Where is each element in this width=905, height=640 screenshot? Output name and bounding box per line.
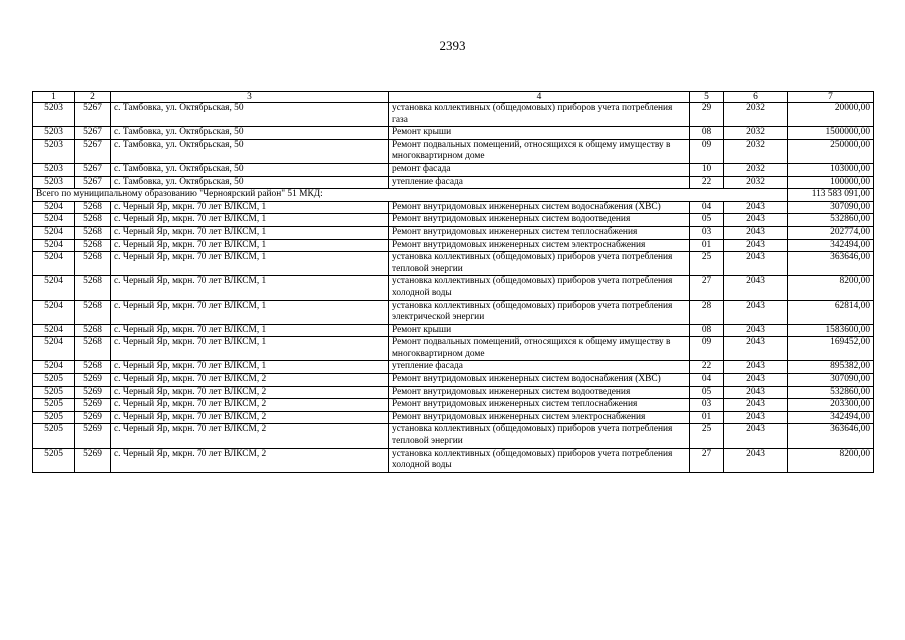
- table-cell: 2032: [724, 163, 788, 176]
- table-cell: 2032: [724, 103, 788, 127]
- table-cell: 2032: [724, 176, 788, 189]
- table-cell: с. Черный Яр, мкрн. 70 лет ВЛКСМ, 1: [111, 337, 389, 361]
- table-cell: 363646,00: [788, 252, 874, 276]
- table-cell: утепление фасада: [389, 361, 690, 374]
- table-cell: установка коллективных (общедомовых) приборов учета потребления холодной воды: [389, 276, 690, 300]
- table-cell: 28: [690, 300, 724, 324]
- table-cell: 5204: [33, 252, 75, 276]
- table-cell: установка коллективных (общедомовых) приборов учета потребления тепловой энергии: [389, 424, 690, 448]
- table-cell: Ремонт подвальных помещений, относящихся к общему имуществу в многоквартирном доме: [389, 337, 690, 361]
- table-cell: 5204: [33, 324, 75, 337]
- table-cell: Ремонт внутридомовых инженерных систем водоотведения: [389, 386, 690, 399]
- table-cell: 895382,00: [788, 361, 874, 374]
- table-row: [33, 448, 874, 472]
- table-cell: 2043: [724, 361, 788, 374]
- table-cell: 250000,00: [788, 139, 874, 163]
- table-cell: 5268: [75, 252, 111, 276]
- table-cell: с. Черный Яр, мкрн. 70 лет ВЛКСМ, 2: [111, 374, 389, 387]
- table-cell: с. Черный Яр, мкрн. 70 лет ВЛКСМ, 1: [111, 201, 389, 214]
- table-cell: 5203: [33, 127, 75, 140]
- table-cell: 5205: [33, 411, 75, 424]
- table-row: [33, 276, 874, 300]
- table-cell: 04: [690, 374, 724, 387]
- total-label: Всего по муниципальному образованию "Черноярский район" 51 МКД:: [33, 189, 788, 202]
- table-cell: 103000,00: [788, 163, 874, 176]
- table-cell: 342494,00: [788, 411, 874, 424]
- table-cell: 5267: [75, 103, 111, 127]
- table-cell: 09: [690, 139, 724, 163]
- table-cell: 5269: [75, 448, 111, 472]
- table-cell: 22: [690, 176, 724, 189]
- table-cell: установка коллективных (общедомовых) приборов учета потребления тепловой энергии: [389, 252, 690, 276]
- table-cell: 20000,00: [788, 103, 874, 127]
- table-row: [33, 337, 874, 361]
- table-cell: 5204: [33, 239, 75, 252]
- table-cell: 5268: [75, 324, 111, 337]
- table-cell: 1583600,00: [788, 324, 874, 337]
- table-cell: 04: [690, 201, 724, 214]
- table-cell: 2043: [724, 399, 788, 412]
- table-cell: Ремонт внутридомовых инженерных систем водоотведения: [389, 214, 690, 227]
- page-number: 2393: [439, 38, 466, 53]
- table-cell: 5268: [75, 214, 111, 227]
- table-cell: с. Черный Яр, мкрн. 70 лет ВЛКСМ, 2: [111, 424, 389, 448]
- table-row: [33, 374, 874, 387]
- table-cell: 5267: [75, 139, 111, 163]
- table-cell: 100000,00: [788, 176, 874, 189]
- table-cell: 2043: [724, 411, 788, 424]
- table-cell: 5267: [75, 127, 111, 140]
- table-cell: 25: [690, 252, 724, 276]
- table-cell: 169452,00: [788, 337, 874, 361]
- table-row: [33, 127, 874, 140]
- table-row: [33, 139, 874, 163]
- table-cell: 01: [690, 411, 724, 424]
- work-plan-table: [32, 91, 874, 473]
- table-cell: с. Черный Яр, мкрн. 70 лет ВЛКСМ, 1: [111, 214, 389, 227]
- table-cell: 5268: [75, 201, 111, 214]
- table-row: [33, 411, 874, 424]
- table-cell: 2043: [724, 324, 788, 337]
- table-cell: 2043: [724, 337, 788, 361]
- table-cell: 5204: [33, 226, 75, 239]
- table-cell: 5268: [75, 239, 111, 252]
- table-row: [33, 239, 874, 252]
- table-cell: 29: [690, 103, 724, 127]
- table-cell: 27: [690, 448, 724, 472]
- table-cell: установка коллективных (общедомовых) приборов учета потребления электрической энергии: [389, 300, 690, 324]
- column-header: 7: [788, 92, 874, 103]
- table-cell: 2043: [724, 252, 788, 276]
- table-cell: 5269: [75, 411, 111, 424]
- table-cell: с. Черный Яр, мкрн. 70 лет ВЛКСМ, 1: [111, 276, 389, 300]
- column-number-row: [33, 92, 874, 103]
- table-cell: с. Черный Яр, мкрн. 70 лет ВЛКСМ, 2: [111, 386, 389, 399]
- table-cell: с. Тамбовка, ул. Октябрьская, 50: [111, 103, 389, 127]
- table-cell: 363646,00: [788, 424, 874, 448]
- table-cell: 5205: [33, 399, 75, 412]
- table-cell: Ремонт внутридомовых инженерных систем теплоснабжения: [389, 399, 690, 412]
- table-cell: 62814,00: [788, 300, 874, 324]
- table-cell: 5204: [33, 361, 75, 374]
- table-cell: 05: [690, 214, 724, 227]
- table-cell: 2043: [724, 226, 788, 239]
- table-cell: 5268: [75, 276, 111, 300]
- table-row: [33, 399, 874, 412]
- table-cell: Ремонт крыши: [389, 324, 690, 337]
- table-row: [33, 226, 874, 239]
- table-cell: 5205: [33, 424, 75, 448]
- table-cell: с. Черный Яр, мкрн. 70 лет ВЛКСМ, 1: [111, 361, 389, 374]
- column-header: 3: [111, 92, 389, 103]
- table-row: [33, 324, 874, 337]
- table-cell: 5268: [75, 361, 111, 374]
- table-cell: ремонт фасада: [389, 163, 690, 176]
- table-cell: с. Черный Яр, мкрн. 70 лет ВЛКСМ, 2: [111, 448, 389, 472]
- table-cell: 1500000,00: [788, 127, 874, 140]
- total-row: [33, 189, 874, 202]
- table-row: [33, 163, 874, 176]
- table-cell: 5268: [75, 300, 111, 324]
- table-cell: установка коллективных (общедомовых) приборов учета потребления газа: [389, 103, 690, 127]
- table-cell: 2043: [724, 386, 788, 399]
- table-cell: 307090,00: [788, 201, 874, 214]
- table-cell: 5269: [75, 424, 111, 448]
- table-cell: 532860,00: [788, 214, 874, 227]
- table-cell: с. Тамбовка, ул. Октябрьская, 50: [111, 176, 389, 189]
- table-cell: 5268: [75, 337, 111, 361]
- table-cell: 09: [690, 337, 724, 361]
- table-row: [33, 103, 874, 127]
- table-cell: Ремонт внутридомовых инженерных систем водоснабжения (ХВС): [389, 201, 690, 214]
- table-cell: 01: [690, 239, 724, 252]
- table-cell: 5267: [75, 176, 111, 189]
- table-cell: с. Тамбовка, ул. Октябрьская, 50: [111, 163, 389, 176]
- table-row: [33, 424, 874, 448]
- table-cell: с. Черный Яр, мкрн. 70 лет ВЛКСМ, 1: [111, 324, 389, 337]
- table-cell: 5269: [75, 374, 111, 387]
- table-cell: Ремонт внутридомовых инженерных систем водоснабжения (ХВС): [389, 374, 690, 387]
- table-cell: с. Черный Яр, мкрн. 70 лет ВЛКСМ, 1: [111, 300, 389, 324]
- table-cell: 08: [690, 127, 724, 140]
- table-cell: Ремонт крыши: [389, 127, 690, 140]
- table-cell: с. Черный Яр, мкрн. 70 лет ВЛКСМ, 1: [111, 239, 389, 252]
- table-cell: 5204: [33, 300, 75, 324]
- table-cell: 5268: [75, 226, 111, 239]
- table-cell: 5203: [33, 163, 75, 176]
- table-cell: Ремонт подвальных помещений, относящихся к общему имуществу в многоквартирном доме: [389, 139, 690, 163]
- table-cell: с. Черный Яр, мкрн. 70 лет ВЛКСМ, 1: [111, 252, 389, 276]
- table-cell: 2043: [724, 276, 788, 300]
- table-row: [33, 252, 874, 276]
- table-cell: 10: [690, 163, 724, 176]
- column-header: 4: [389, 92, 690, 103]
- table-cell: 8200,00: [788, 448, 874, 472]
- table-cell: 532860,00: [788, 386, 874, 399]
- table-cell: Ремонт внутридомовых инженерных систем теплоснабжения: [389, 226, 690, 239]
- table-cell: 27: [690, 276, 724, 300]
- table-cell: утепление фасада: [389, 176, 690, 189]
- column-header: 5: [690, 92, 724, 103]
- table-cell: 22: [690, 361, 724, 374]
- table-row: [33, 214, 874, 227]
- table-cell: 5203: [33, 176, 75, 189]
- table-cell: 5267: [75, 163, 111, 176]
- column-header: 6: [724, 92, 788, 103]
- table-cell: 5269: [75, 386, 111, 399]
- table-cell: 2032: [724, 127, 788, 140]
- table-cell: 5205: [33, 386, 75, 399]
- table-cell: с. Тамбовка, ул. Октябрьская, 50: [111, 139, 389, 163]
- table-cell: 307090,00: [788, 374, 874, 387]
- table-cell: 5269: [75, 399, 111, 412]
- total-value: 113 583 091,00: [788, 189, 874, 202]
- table-cell: 203300,00: [788, 399, 874, 412]
- table-cell: 5203: [33, 103, 75, 127]
- table-cell: 5205: [33, 374, 75, 387]
- table-cell: 2043: [724, 239, 788, 252]
- table-cell: 5205: [33, 448, 75, 472]
- table-cell: с. Черный Яр, мкрн. 70 лет ВЛКСМ, 2: [111, 399, 389, 412]
- table-cell: 2043: [724, 201, 788, 214]
- table-cell: 5204: [33, 337, 75, 361]
- table-cell: 342494,00: [788, 239, 874, 252]
- table-cell: 25: [690, 424, 724, 448]
- table-row: [33, 361, 874, 374]
- table-cell: 5204: [33, 214, 75, 227]
- table-cell: 5204: [33, 276, 75, 300]
- table-cell: 03: [690, 399, 724, 412]
- table-row: [33, 386, 874, 399]
- table-cell: 08: [690, 324, 724, 337]
- table-cell: 2043: [724, 300, 788, 324]
- table-cell: с. Тамбовка, ул. Октябрьская, 50: [111, 127, 389, 140]
- table-cell: 03: [690, 226, 724, 239]
- table-cell: 8200,00: [788, 276, 874, 300]
- table-cell: 5204: [33, 201, 75, 214]
- column-header: 2: [75, 92, 111, 103]
- table-cell: 2043: [724, 424, 788, 448]
- table-cell: 2032: [724, 139, 788, 163]
- table-cell: 5203: [33, 139, 75, 163]
- table-cell: с. Черный Яр, мкрн. 70 лет ВЛКСМ, 1: [111, 226, 389, 239]
- table-row: [33, 201, 874, 214]
- table-cell: установка коллективных (общедомовых) приборов учета потребления холодной воды: [389, 448, 690, 472]
- column-header: 1: [33, 92, 75, 103]
- table-cell: 2043: [724, 374, 788, 387]
- table-cell: Ремонт внутридомовых инженерных систем электроснабжения: [389, 411, 690, 424]
- table-cell: с. Черный Яр, мкрн. 70 лет ВЛКСМ, 2: [111, 411, 389, 424]
- table-row: [33, 176, 874, 189]
- table-cell: Ремонт внутридомовых инженерных систем электроснабжения: [389, 239, 690, 252]
- table-cell: 05: [690, 386, 724, 399]
- table-cell: 202774,00: [788, 226, 874, 239]
- table-row: [33, 300, 874, 324]
- table-cell: 2043: [724, 214, 788, 227]
- table-cell: 2043: [724, 448, 788, 472]
